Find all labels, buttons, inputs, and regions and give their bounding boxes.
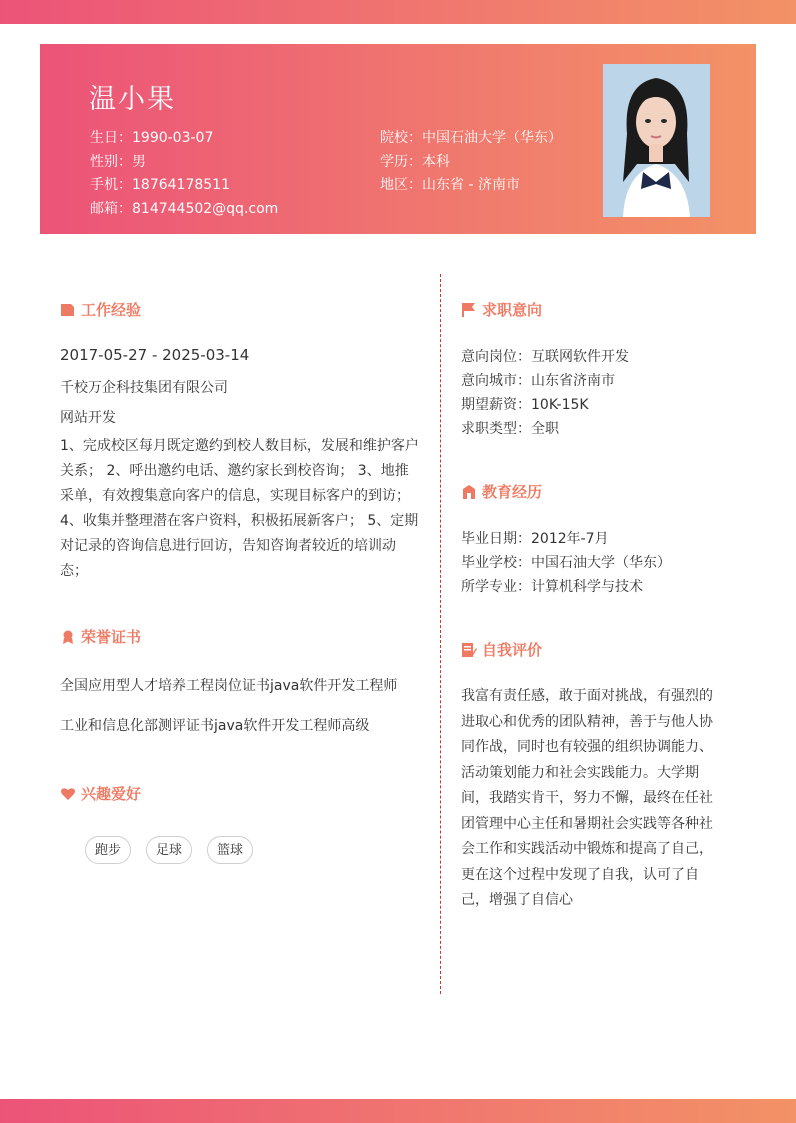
self-eval-line: 间，我踏实肯干，努力不懈，最终在任社 <box>461 790 713 806</box>
hobby-tag: 足球 <box>146 836 192 864</box>
intent-item: 意向岗位：互联网软件开发 <box>461 349 629 365</box>
profile-photo <box>603 64 710 217</box>
hobby-tag: 篮球 <box>207 836 253 864</box>
personal-info-left <box>90 127 278 221</box>
work-description <box>60 434 419 584</box>
email: 邮箱：814744502@qq.com <box>90 200 279 217</box>
work-desc-line: 采单，有效搜集意向客户的信息，实现目标客户的到访； <box>60 488 410 504</box>
self-eval-section-title <box>461 639 542 660</box>
self-eval-line: 会工作和实践活动中锻炼和提高了自己， <box>461 841 713 857</box>
school: 院校：中国石油大学（华东） <box>380 130 562 146</box>
flag-icon <box>461 302 477 318</box>
work-desc-line: 对记录的咨询信息进行回访，告知咨询者较近的培训动 <box>60 538 396 554</box>
work-desc-line: 关系； 2、呼出邀约电话、邀约家长到校咨询； 3、地推 <box>60 463 409 479</box>
self-eval-text <box>461 684 713 914</box>
honors-section-title <box>60 626 141 647</box>
region: 地区：山东省 - 济南市 <box>380 177 520 193</box>
degree: 学历：本科 <box>380 153 450 170</box>
work-desc-line: 1、完成校区每月既定邀约到校人数目标，发展和维护客户 <box>60 438 419 454</box>
school-icon <box>461 484 477 500</box>
personal-info-right <box>380 127 562 198</box>
birthday: 生日：1990-03-07 <box>90 130 214 146</box>
edit-icon <box>461 642 477 658</box>
self-eval-line: 同作战，同时也有较强的组织协调能力、 <box>461 739 713 755</box>
self-eval-line: 活动策划能力和社会实践能力。大学期 <box>461 764 699 781</box>
award-icon <box>60 629 76 645</box>
education-item: 所学专业：计算机科学与技术 <box>461 579 643 595</box>
work-title-label: 工作经验 <box>81 301 142 319</box>
intent-list <box>461 345 629 441</box>
self-eval-line: 更在这个过程中发现了自我，认可了自 <box>461 866 699 883</box>
work-position: 网站开发 <box>60 410 116 426</box>
hobby-tag: 跑步 <box>85 836 131 864</box>
work-desc-line: 态； <box>60 563 88 579</box>
honor-item: 全国应用型人才培养工程岗位证书java软件开发工程师 <box>60 678 398 694</box>
self-eval-line: 团管理中心主任和暑期社会实践等各种社 <box>461 815 713 832</box>
education-list <box>461 527 671 599</box>
hobbies-title-label: 兴趣爱好 <box>81 785 142 803</box>
heart-icon <box>60 786 76 802</box>
briefcase-icon <box>60 302 76 318</box>
intent-item: 意向城市：山东省济南市 <box>461 373 615 389</box>
intent-item: 期望薪资：10K-15K <box>461 397 589 413</box>
intent-item: 求职类型：全职 <box>461 421 559 437</box>
resume-header <box>40 44 756 234</box>
intent-title-label: 求职意向 <box>482 301 543 319</box>
education-section-title <box>461 481 542 502</box>
bottom-decor-bar <box>0 1099 796 1123</box>
column-divider <box>440 274 441 994</box>
education-item: 毕业学校：中国石油大学（华东） <box>461 555 671 571</box>
self-eval-line: 我富有责任感，敢于面对挑战，有强烈的 <box>461 688 713 704</box>
self-eval-line: 己，增强了自信心 <box>461 892 573 908</box>
hobbies-section-title <box>60 783 141 804</box>
work-section-title <box>60 299 141 320</box>
intent-section-title <box>461 299 542 320</box>
honors-title-label: 荣誉证书 <box>81 628 142 646</box>
honor-item: 工业和信息化部测评证书java软件开发工程师高级 <box>60 718 370 734</box>
education-item: 毕业日期：2012年-7月 <box>461 531 609 547</box>
self-eval-title-label: 自我评价 <box>482 641 543 659</box>
gender: 性别：男 <box>90 153 146 170</box>
top-decor-bar <box>0 0 796 24</box>
person-name: 温小果 <box>89 84 176 115</box>
work-company: 千校万企科技集团有限公司 <box>60 380 228 396</box>
phone: 手机：18764178511 <box>90 177 230 193</box>
work-period: 2017-05-27 - 2025-03-14 <box>60 346 250 364</box>
education-title-label: 教育经历 <box>482 483 543 501</box>
self-eval-line: 进取心和优秀的团队精神，善于与他人协 <box>461 713 713 730</box>
work-desc-line: 4、收集并整理潜在客户资料，积极拓展新客户； 5、定期 <box>60 513 419 529</box>
